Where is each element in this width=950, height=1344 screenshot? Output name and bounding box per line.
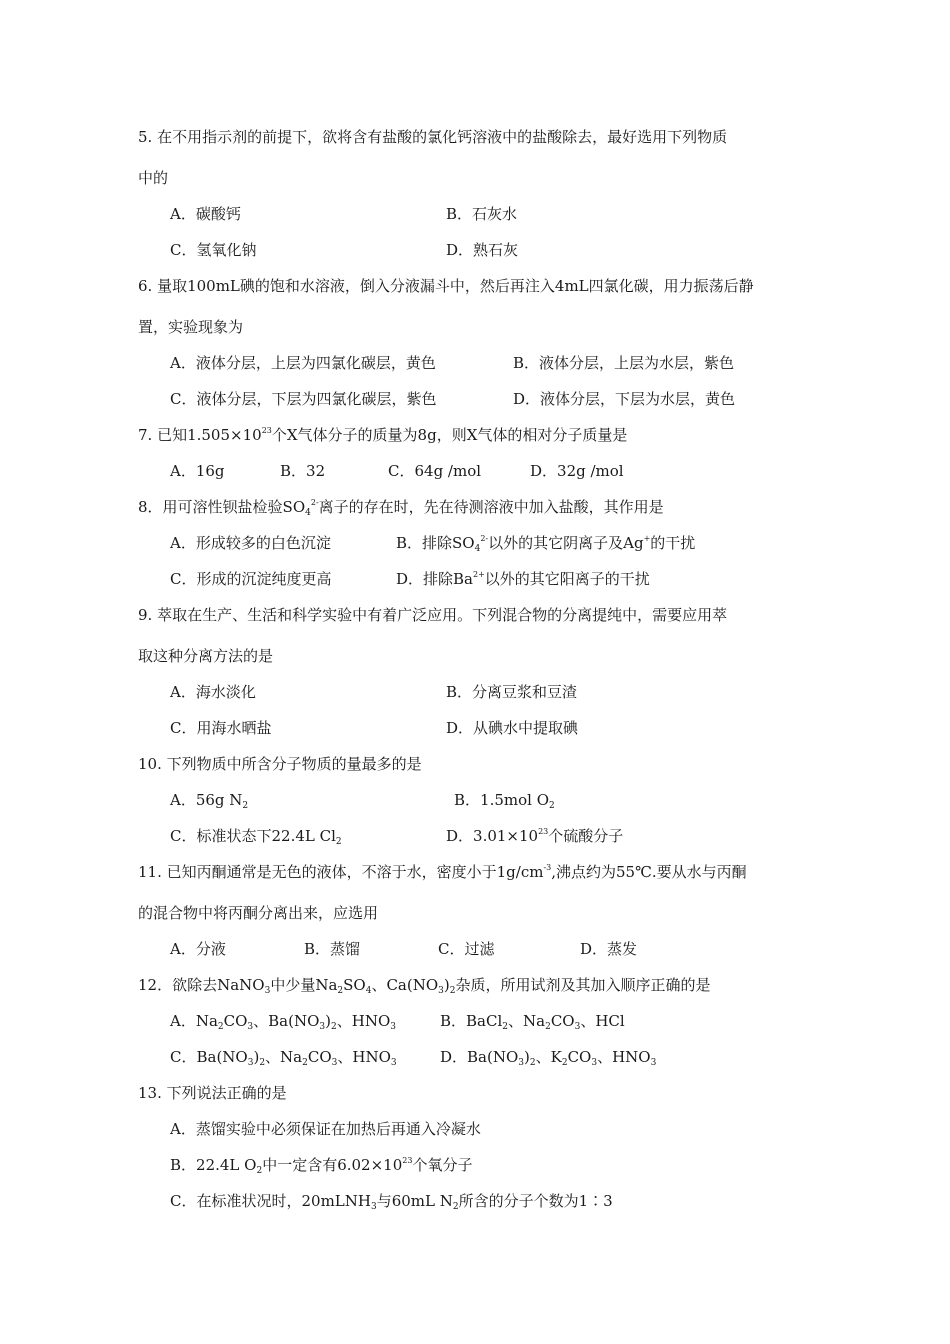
question-12-option-d: D．$Ba(NO_3)_2$、$K_2CO_3$、$HNO_3$ (440, 1048, 657, 1068)
question-9-stem: 9. 萃取在生产、生活和科学实验中有着广泛应用。下列混合物的分离提纯中，需要应用萃 (138, 606, 728, 624)
question-10-stem: 10. 下列物质中所含分子物质的量最多的是 (138, 755, 422, 773)
question-12-option-b: B．BaCl$_2$、$Na_2CO_3$、HCl (440, 1012, 625, 1032)
question-6-option-d: D．液体分层，下层为水层，黄色 (513, 390, 736, 408)
question-10-option-a: A．56g $N_2$ (170, 791, 249, 811)
question-8-option-d: D．排除$Ba^{2+}$以外的其它阳离子的干扰 (396, 570, 650, 588)
question-9-option-b: B．分离豆浆和豆渣 (446, 683, 578, 701)
question-8-stem: 8．用可溶性钡盐检验$SO_4^{2-}$离子的存在时，先在待测溶液中加入盐酸，其作用是 (138, 498, 664, 518)
question-9-option-c: C．用海水晒盐 (170, 719, 272, 737)
question-11-stem-continued: 的混合物中将丙酮分离出来，应选用 (138, 904, 379, 922)
question-13-option-a: A．蒸馏实验中必须保证在加热后再通入冷凝水 (170, 1120, 481, 1138)
question-8-option-c: C．形成的沉淀纯度更高 (170, 570, 332, 588)
question-7-option-d: D．32g /mol (530, 462, 624, 480)
question-5-option-b: B．石灰水 (446, 205, 518, 223)
question-11-option-d: D．蒸发 (580, 940, 638, 958)
question-12-option-c: C．$Ba(NO_3)_2$、$Na_2CO_3$、$HNO_3$ (170, 1048, 397, 1068)
question-13-stem: 13. 下列说法正确的是 (138, 1084, 287, 1102)
question-7-stem: 7. 已知$1.505\times 10^{23}$个X气体分子的质量为8g，则X气体的相对分子质量是 (138, 426, 628, 444)
question-9-stem-continued: 取这种分离方法的是 (138, 647, 274, 665)
question-7-option-a: A．16g (170, 462, 225, 480)
question-7-option-b: B．32 (280, 462, 326, 480)
question-7-option-c: C．64g /mol (388, 462, 482, 480)
question-13-option-b: B．22.4L $O_2$中一定含有$6.02\times 10^{23}$个氧分子 (170, 1156, 473, 1176)
question-6-stem-continued: 置，实验现象为 (138, 318, 244, 336)
question-8-option-b: B．排除$SO_4^{2-}$以外的其它阴离子及Ag+的干扰 (396, 534, 696, 554)
question-11-option-b: B．蒸馏 (304, 940, 361, 958)
question-11-option-c: C．过滤 (438, 940, 495, 958)
question-5-option-c: C．氢氧化钠 (170, 241, 257, 259)
question-10-option-b: B．1.5mol $O_2$ (454, 791, 555, 811)
question-5-option-a: A．碳酸钙 (170, 205, 241, 223)
question-6-option-a: A．液体分层，上层为四氯化碳层，黄色 (170, 354, 436, 372)
question-12-stem: 12．欲除去NaNO$_3$中少量$Na_2SO_4$、$Ca(NO_3)_2$杂质，所用试剂及其加入顺序正确的是 (138, 976, 711, 996)
question-10-option-d: D．$3.01\times 10^{23}$个硫酸分子 (446, 827, 624, 845)
question-12-option-a: A．$Na_2CO_3$、$Ba(NO_3)_2$、$HNO_3$ (170, 1012, 396, 1032)
question-8-option-a: A．形成较多的白色沉淀 (170, 534, 331, 552)
question-11-option-a: A．分液 (170, 940, 226, 958)
question-5-option-d: D．熟石灰 (446, 241, 519, 259)
question-10-option-c: C．标准状态下22.4L $Cl_2$ (170, 827, 342, 847)
question-13-option-c: C．在标准状况时，20mLNH$_3$与60mL $N_2$所含的分子个数为1∶3 (170, 1192, 613, 1212)
question-11-stem: 11. 已知丙酮通常是无色的液体，不溶于水，密度小于$1g/cm^{-3}$,沸点约为55℃.要从水与丙酮 (138, 863, 747, 881)
question-5-stem: 5. 在不用指示剂的前提下，欲将含有盐酸的氯化钙溶液中的盐酸除去，最好选用下列物质 (138, 128, 728, 146)
question-6-option-c: C．液体分层，下层为四氯化碳层，紫色 (170, 390, 437, 408)
question-9-option-a: A．海水淡化 (170, 683, 256, 701)
question-5-stem-continued: 中的 (138, 169, 169, 187)
question-6-option-b: B．液体分层，上层为水层，紫色 (513, 354, 735, 372)
question-9-option-d: D．从碘水中提取碘 (446, 719, 579, 737)
question-6-stem: 6. 量取100mL碘的饱和水溶液，倒入分液漏斗中，然后再注入4mL四氯化碳，用力振荡后静 (138, 277, 754, 295)
